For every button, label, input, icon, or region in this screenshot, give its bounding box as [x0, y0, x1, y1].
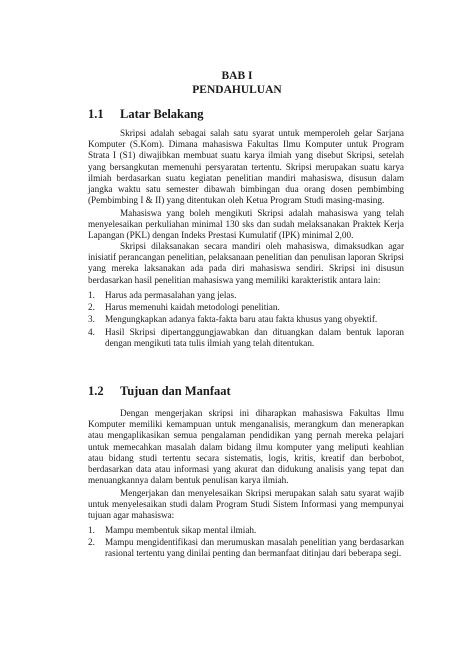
list-text: Mampu mengidentifikasi dan merumuskan masalah penelitian yang berdasarkan rasional tertentu yang dinilai penting dan bermanfaat ditinjau dari beberapa segi. — [105, 537, 404, 559]
section-number: 1.1 — [88, 107, 104, 121]
paragraph: Skripsi adalah sebagai salah satu syarat untuk memperoleh gelar Sarjana Komputer (S.Kom). Dimana mahasiswa Fakultas Ilmu Komputer untuk Program Strata I (S1) diwajibkan membuat suatu karya ilmiah yang disebut Skripsi, setelah yang bersangkutan memenuhi persyaratan tertentu. Skripsi merupakan suatu karya ilmiah berdasarkan suatu kegiatan penelitian mandiri mahasiswa, disusun dalam jangka waktu satu semester dibawah bimbingan dua orang dosen pembimbing (Pembimbing I & II) yang ditentukan oleh Ketua Program Studi masing-masing. — [88, 128, 404, 206]
list-item — [88, 537, 404, 559]
objectives-list — [88, 525, 404, 561]
list-text: Mampu membentuk sikap mental ilmiah. — [105, 525, 257, 535]
list-item — [88, 525, 404, 536]
section-number: 1.2 — [88, 384, 104, 398]
section-heading-latar-belakang — [88, 107, 203, 122]
list-number: 1. — [88, 290, 95, 300]
list-text: Hasil Skripsi dipertanggungjawabkan dan dituangkan dalam bentuk laporan dengan mengikuti tata tulis ilmiah yang telah ditentukan. — [105, 326, 404, 348]
list-text: Harus memenuhi kaidah metodologi penelitian. — [105, 302, 280, 313]
list-number: 4. — [88, 326, 95, 337]
list-text: Harus ada permasalahan yang jelas. — [105, 290, 237, 300]
paragraph: Mengerjakan dan menyelesaikan Skripsi merupakan salah satu syarat wajib untuk menyelesaikan studi dalam Program Studi Sistem Informasi yang mempunyai tujuan agar mahasiswa: — [88, 488, 404, 521]
list-text: Mengungkapkan adanya fakta-fakta baru atau fakta khusus yang obyektif. — [105, 314, 378, 325]
list-number: 1. — [88, 525, 95, 535]
chapter-title: PENDAHULUAN — [192, 84, 282, 96]
list-item — [88, 290, 404, 301]
list-number: 2. — [88, 537, 95, 548]
section-heading-tujuan-manfaat — [88, 384, 231, 399]
paragraph: Skripsi dilaksanakan secara mandiri oleh mahasiswa, dimaksudkan agar inisiatif perancangan penelitian, pelaksanaan penelitian dan penulisan laporan Skripsi yang mereka laksanakan ada pada diri mahasiswa sendiri. Skripsi ini disusun berdasarkan hasil penelitian mahasiswa yang memiliki karakteristik antara lain: — [88, 241, 404, 285]
section-title: Latar Belakang — [120, 107, 204, 121]
paragraph: Mahasiswa yang boleh mengikuti Skripsi adalah mahasiswa yang telah menyelesaikan perkuliahan minimal 130 sks dan sudah melaksanakan Praktek Kerja Lapangan (PKL) dengan Indeks Prestasi Kumulatif (IPK) minimal 2,00. — [88, 208, 404, 241]
chapter-number: BAB I — [221, 70, 253, 82]
list-item — [88, 314, 404, 325]
list-number: 2. — [88, 302, 95, 313]
characteristics-list — [88, 290, 404, 350]
section-title: Tujuan dan Manfaat — [120, 384, 231, 398]
paragraph: Dengan mengerjakan skripsi ini diharapkan mahasiswa Fakultas Ilmu Komputer memiliki kemampuan untuk menganalisis, merangkum dan menerapkan atau mengaplikasikan semua pengalaman pendidikan yang pernah mereka pelajari untuk memecahkan masalah dalam bidang ilmu komputer yang meliputi keahlian atau bidang studi tertentu secara sistematis, logis, kritis, kreatif dan berbobot, berdasarkan data atau informasi yang akurat dan didukung analisis yang tepat dan menuangkannya dalam bentuk penulisan karya ilmiah. — [88, 408, 404, 486]
list-number: 3. — [88, 314, 95, 325]
list-item — [88, 302, 404, 313]
list-item — [88, 327, 404, 349]
